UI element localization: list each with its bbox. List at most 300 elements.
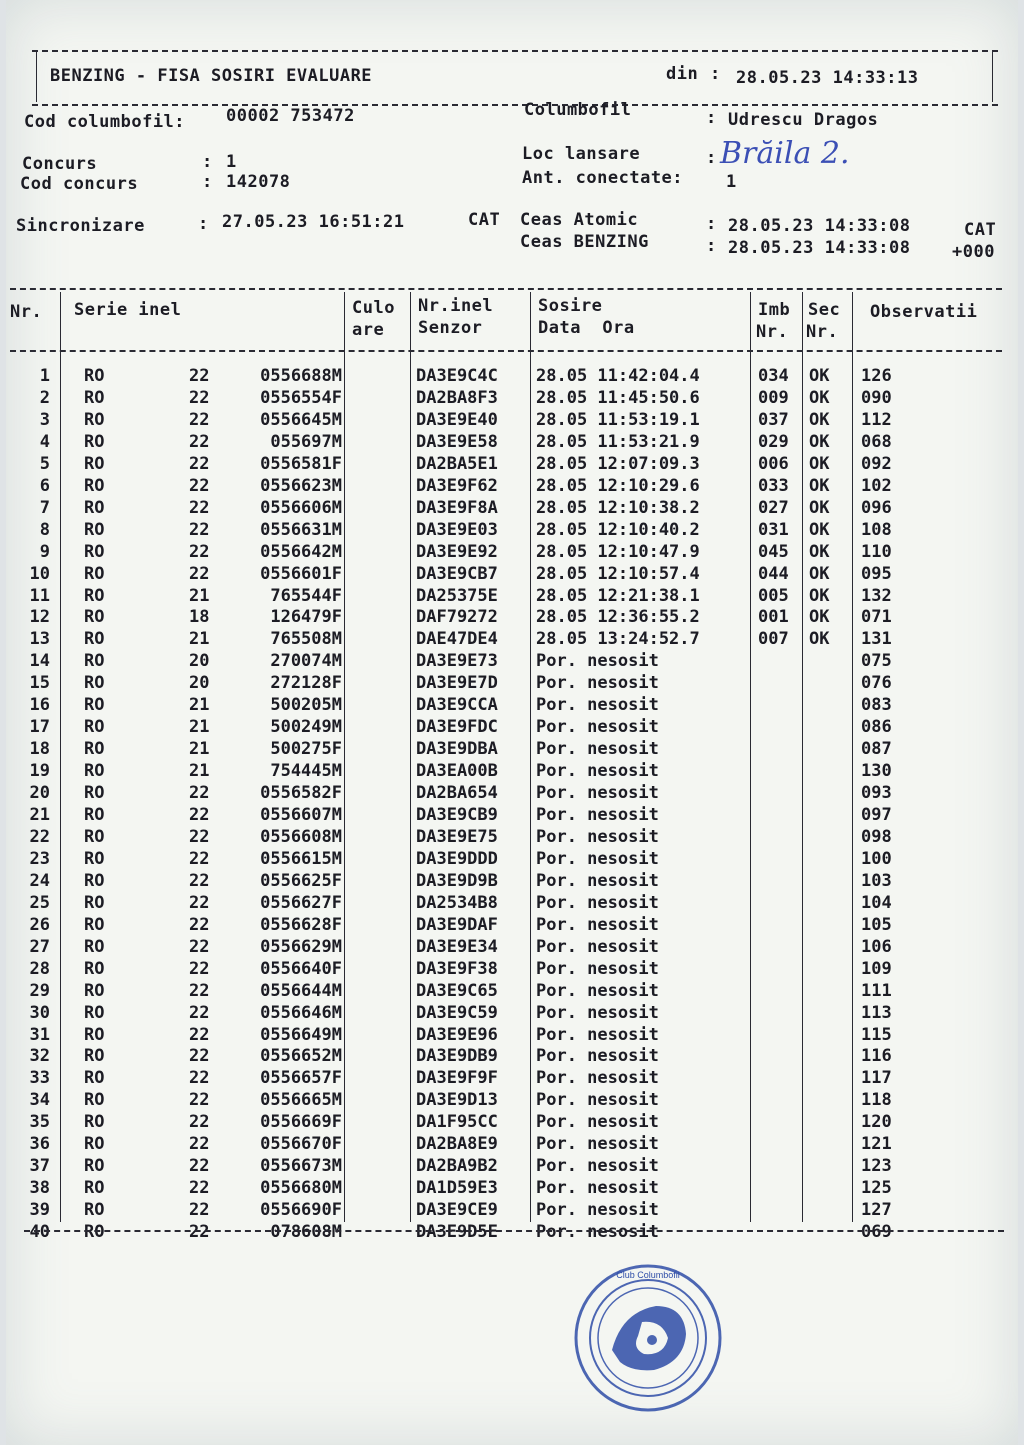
ceas-benzing-value: 28.05.23 14:33:08 xyxy=(728,238,911,258)
row-year: 22 xyxy=(189,914,210,935)
row-nr: 26 xyxy=(29,914,50,935)
row-ring-number: 0556669F xyxy=(260,1112,342,1133)
row-imb-nr: 029 xyxy=(758,431,789,452)
row-country: RO xyxy=(84,980,105,1001)
row-sensor-id: DA2BA5E1 xyxy=(416,453,498,474)
row-arrival: Por. nesosit xyxy=(536,1024,659,1045)
table-row xyxy=(6,959,1018,981)
row-sensor-id: DA3E9F38 xyxy=(416,958,498,979)
row-arrival: 28.05 12:10:29.6 xyxy=(536,475,700,496)
row-ring-number: 0556673M xyxy=(260,1156,342,1177)
row-year: 20 xyxy=(189,651,210,672)
row-country: RO xyxy=(84,1222,105,1243)
row-sensor-id: DAE47DE4 xyxy=(416,629,498,650)
row-observatii: 111 xyxy=(861,980,892,1001)
row-nr: 30 xyxy=(29,1002,50,1023)
row-country: RO xyxy=(84,541,105,562)
row-country: RO xyxy=(84,1178,105,1199)
row-imb-nr: 007 xyxy=(758,629,789,650)
row-year: 22 xyxy=(189,892,210,913)
table-row xyxy=(6,739,1018,761)
row-nr: 12 xyxy=(29,607,50,628)
row-nr: 19 xyxy=(29,761,50,782)
row-sec-status: OK xyxy=(809,475,830,496)
table-top-border xyxy=(10,288,1002,290)
row-arrival: 28.05 11:42:04.4 xyxy=(536,366,700,386)
row-ring-number: 055697M xyxy=(270,431,342,452)
row-year: 22 xyxy=(189,387,210,408)
row-ring-number: 0556615M xyxy=(260,848,342,869)
row-observatii: 115 xyxy=(861,1024,892,1045)
row-sensor-id: DA2BA8F3 xyxy=(416,387,498,408)
table-row xyxy=(6,1112,1018,1134)
row-country: RO xyxy=(84,651,105,672)
row-sensor-id: DA3E9F8A xyxy=(416,497,498,518)
row-nr: 27 xyxy=(29,936,50,957)
row-ring-number: 0556688M xyxy=(260,366,342,386)
row-sensor-id: DA3E9E03 xyxy=(416,519,498,540)
row-arrival: Por. nesosit xyxy=(536,870,659,891)
row-country: RO xyxy=(84,1134,105,1155)
row-sensor-id: DA3E9DBA xyxy=(416,739,498,760)
row-observatii: 121 xyxy=(861,1134,892,1155)
row-year: 21 xyxy=(189,739,210,760)
row-country: RO xyxy=(84,695,105,716)
row-sensor-id: DA3E9DB9 xyxy=(416,1046,498,1067)
row-nr: 34 xyxy=(29,1090,50,1111)
row-sensor-id: DAF79272 xyxy=(416,607,498,628)
row-year: 22 xyxy=(189,519,210,540)
row-country: RO xyxy=(84,431,105,452)
row-sec-status: OK xyxy=(809,519,830,540)
row-country: RO xyxy=(84,1112,105,1133)
row-country: RO xyxy=(84,761,105,782)
row-observatii: 102 xyxy=(861,475,892,496)
table-row xyxy=(6,1156,1018,1178)
row-arrival: Por. nesosit xyxy=(536,1046,659,1067)
row-country: RO xyxy=(84,673,105,694)
row-country: RO xyxy=(84,1024,105,1045)
row-ring-number: 0556582F xyxy=(260,783,342,804)
row-nr: 21 xyxy=(29,805,50,825)
row-observatii: 090 xyxy=(861,387,892,408)
row-ring-number: 0556642M xyxy=(260,541,342,562)
row-sensor-id: DA3E9C65 xyxy=(416,980,498,1001)
row-ring-number: 0556623M xyxy=(260,475,342,496)
row-ring-number: 0556554F xyxy=(260,387,342,408)
row-arrival: 28.05 11:45:50.6 xyxy=(536,387,700,408)
row-arrival: Por. nesosit xyxy=(536,936,659,957)
col-culoare-header-1: Culo xyxy=(352,298,395,318)
row-sensor-id: DA3E9E96 xyxy=(416,1024,498,1045)
row-year: 22 xyxy=(189,1024,210,1045)
row-country: RO xyxy=(84,848,105,869)
row-nr: 40 xyxy=(29,1222,50,1243)
row-ring-number: 754445M xyxy=(270,761,342,782)
loc-lansare-handwritten: Brăila 2. xyxy=(720,136,850,171)
row-imb-nr: 034 xyxy=(758,366,789,386)
table-row xyxy=(6,1068,1018,1090)
row-nr: 28 xyxy=(29,958,50,979)
table-row xyxy=(6,761,1018,783)
row-nr: 9 xyxy=(39,541,50,562)
row-observatii: 098 xyxy=(861,826,892,847)
row-sensor-id: DA3E9E7D xyxy=(416,673,498,694)
row-year: 22 xyxy=(189,826,210,847)
row-observatii: 075 xyxy=(861,651,892,672)
sincronizare-tz: CAT xyxy=(468,210,501,230)
row-ring-number: 0556649M xyxy=(260,1024,342,1045)
row-observatii: 112 xyxy=(861,409,892,430)
row-year: 22 xyxy=(189,409,210,430)
row-observatii: 086 xyxy=(861,717,892,738)
row-observatii: 105 xyxy=(861,914,892,935)
col-nrinel-header-2: Senzor xyxy=(418,318,483,338)
row-country: RO xyxy=(84,497,105,518)
row-arrival: Por. nesosit xyxy=(536,761,659,782)
row-ring-number: 0556631M xyxy=(260,519,342,540)
table-row xyxy=(6,410,1018,432)
row-ring-number: 0556627F xyxy=(260,892,342,913)
row-imb-nr: 001 xyxy=(758,607,789,628)
col-culoare-header-2: are xyxy=(352,320,385,340)
row-ring-number: 0556581F xyxy=(260,453,342,474)
row-sec-status: OK xyxy=(809,629,830,650)
row-nr: 23 xyxy=(29,848,50,869)
row-sec-status: OK xyxy=(809,497,830,518)
row-sensor-id: DA3E9D13 xyxy=(416,1090,498,1111)
row-year: 22 xyxy=(189,1090,210,1111)
row-arrival: Por. nesosit xyxy=(536,1156,659,1177)
row-arrival: Por. nesosit xyxy=(536,1178,659,1199)
header-bottom-border xyxy=(32,104,998,106)
table-row xyxy=(6,454,1018,476)
row-year: 22 xyxy=(189,541,210,562)
row-ring-number: 0556628F xyxy=(260,914,342,935)
row-ring-number: 0556606M xyxy=(260,497,342,518)
row-nr: 25 xyxy=(29,892,50,913)
row-country: RO xyxy=(84,717,105,738)
row-ring-number: 078608M xyxy=(270,1222,342,1243)
row-nr: 5 xyxy=(39,453,50,474)
row-sensor-id: DA3EA00B xyxy=(416,761,498,782)
row-observatii: 123 xyxy=(861,1156,892,1177)
col-imb-header-2: Nr. xyxy=(756,322,789,342)
row-observatii: 096 xyxy=(861,497,892,518)
row-observatii: 097 xyxy=(861,805,892,825)
row-arrival: 28.05 11:53:21.9 xyxy=(536,431,700,452)
table-bottom-border xyxy=(24,1230,1004,1232)
row-year: 22 xyxy=(189,936,210,957)
row-nr: 8 xyxy=(39,519,50,540)
table-row xyxy=(6,1200,1018,1222)
row-imb-nr: 006 xyxy=(758,453,789,474)
table-row xyxy=(6,542,1018,564)
concurs-value: 1 xyxy=(226,152,237,172)
row-year: 22 xyxy=(189,1156,210,1177)
row-arrival: Por. nesosit xyxy=(536,1200,659,1221)
table-row xyxy=(6,849,1018,871)
header-right-border xyxy=(992,52,993,102)
header-top-border xyxy=(32,50,998,52)
ceas-atomic-tz: CAT xyxy=(964,220,997,240)
row-sec-status: OK xyxy=(809,607,830,628)
row-sensor-id: DA3E9CE9 xyxy=(416,1200,498,1221)
row-year: 21 xyxy=(189,695,210,716)
row-sensor-id: DA3E9CB9 xyxy=(416,805,498,825)
row-sensor-id: DA3E9E73 xyxy=(416,651,498,672)
sheet-title: BENZING - FISA SOSIRI EVALUARE xyxy=(50,66,373,86)
row-year: 22 xyxy=(189,1134,210,1155)
row-arrival: 28.05 12:07:09.3 xyxy=(536,453,700,474)
row-observatii: 118 xyxy=(861,1090,892,1111)
row-country: RO xyxy=(84,1002,105,1023)
table-header-divider xyxy=(10,350,1002,352)
row-observatii: 110 xyxy=(861,541,892,562)
row-ring-number: 0556645M xyxy=(260,409,342,430)
row-observatii: 130 xyxy=(861,761,892,782)
table-row xyxy=(6,893,1018,915)
row-nr: 3 xyxy=(39,409,50,430)
table-row xyxy=(6,586,1018,608)
row-country: RO xyxy=(84,958,105,979)
row-nr: 36 xyxy=(29,1134,50,1155)
header-left-border xyxy=(36,52,37,102)
row-arrival: 28.05 13:24:52.7 xyxy=(536,629,700,650)
row-ring-number: 270074M xyxy=(270,651,342,672)
row-nr: 37 xyxy=(29,1156,50,1177)
row-ring-number: 0556680M xyxy=(260,1178,342,1199)
row-sensor-id: DA3E9FDC xyxy=(416,717,498,738)
row-sensor-id: DA3E9DAF xyxy=(416,914,498,935)
row-country: RO xyxy=(84,1156,105,1177)
row-country: RO xyxy=(84,892,105,913)
row-ring-number: 0556690F xyxy=(260,1200,342,1221)
table-row xyxy=(6,915,1018,937)
row-sensor-id: DA1F95CC xyxy=(416,1112,498,1133)
row-country: RO xyxy=(84,607,105,628)
row-arrival: Por. nesosit xyxy=(536,892,659,913)
row-ring-number: 765544F xyxy=(270,585,342,606)
row-arrival: Por. nesosit xyxy=(536,958,659,979)
table-row xyxy=(6,1046,1018,1068)
row-year: 22 xyxy=(189,783,210,804)
row-country: RO xyxy=(84,563,105,584)
table-row xyxy=(6,783,1018,805)
row-observatii: 117 xyxy=(861,1068,892,1089)
row-ring-number: 765508M xyxy=(270,629,342,650)
ceas-benzing-label: Ceas BENZING xyxy=(520,232,649,252)
row-arrival: Por. nesosit xyxy=(536,1068,659,1089)
row-nr: 10 xyxy=(29,563,50,584)
row-observatii: 095 xyxy=(861,563,892,584)
row-country: RO xyxy=(84,1068,105,1089)
row-imb-nr: 031 xyxy=(758,519,789,540)
row-country: RO xyxy=(84,475,105,496)
row-arrival: 28.05 12:21:38.1 xyxy=(536,585,700,606)
row-sensor-id: DA3E9C4C xyxy=(416,366,498,386)
row-observatii: 093 xyxy=(861,783,892,804)
row-sensor-id: DA3E9C59 xyxy=(416,1002,498,1023)
row-imb-nr: 045 xyxy=(758,541,789,562)
row-sec-status: OK xyxy=(809,366,830,386)
col-sec-header-1: Sec xyxy=(808,300,841,320)
row-year: 22 xyxy=(189,848,210,869)
row-year: 20 xyxy=(189,673,210,694)
row-country: RO xyxy=(84,914,105,935)
row-sec-status: OK xyxy=(809,431,830,452)
row-observatii: 103 xyxy=(861,870,892,891)
row-arrival: 28.05 12:10:57.4 xyxy=(536,563,700,584)
pigeon-club-stamp-icon xyxy=(572,1262,724,1414)
row-sec-status: OK xyxy=(809,409,830,430)
ant-conectate-label: Ant. conectate: xyxy=(522,168,684,188)
row-observatii: 131 xyxy=(861,629,892,650)
table-row xyxy=(6,388,1018,410)
col-observatii-header: Observatii xyxy=(870,302,978,322)
table-row xyxy=(6,805,1018,827)
row-nr: 32 xyxy=(29,1046,50,1067)
row-nr: 14 xyxy=(29,651,50,672)
row-sensor-id: DA1D59E3 xyxy=(416,1178,498,1199)
table-row xyxy=(6,629,1018,651)
row-sensor-id: DA2BA8E9 xyxy=(416,1134,498,1155)
ant-conectate-value: 1 xyxy=(726,172,737,192)
row-nr: 33 xyxy=(29,1068,50,1089)
table-row xyxy=(6,871,1018,893)
row-nr: 24 xyxy=(29,870,50,891)
row-sensor-id: DA3E9E75 xyxy=(416,826,498,847)
row-sensor-id: DA3E9CCA xyxy=(416,695,498,716)
row-year: 22 xyxy=(189,366,210,386)
row-arrival: Por. nesosit xyxy=(536,1002,659,1023)
row-year: 21 xyxy=(189,717,210,738)
row-arrival: Por. nesosit xyxy=(536,1090,659,1111)
row-country: RO xyxy=(84,826,105,847)
row-country: RO xyxy=(84,1046,105,1067)
row-year: 22 xyxy=(189,980,210,1001)
stamp-text: Club Columbofil xyxy=(616,1270,680,1280)
row-nr: 38 xyxy=(29,1178,50,1199)
row-observatii: 127 xyxy=(861,1200,892,1221)
concurs-label: Concurs xyxy=(22,154,98,174)
columbofil-value: Udrescu Dragos xyxy=(728,110,879,130)
row-country: RO xyxy=(84,409,105,430)
row-country: RO xyxy=(84,519,105,540)
row-year: 21 xyxy=(189,629,210,650)
din-label: din xyxy=(666,64,699,84)
ceas-atomic-label: Ceas Atomic xyxy=(520,210,639,230)
evaluation-sheet: BENZING - FISA SOSIRI EVALUARE din : 28.05.23 14:33:13 Cod columbofil: 00002 753472 Columbofil : Udrescu Dragos Concurs : 1 Cod concurs : 142078 Loc lansare : Brăila 2. Ant. conectate: 1 Sincronizare : 27.05.23 16:51:21 CAT Ceas Atomic : 28.05.23 14:33:08 CAT Ceas BENZING : 28.05.23 14:33:08 +000 Nr. Serie inel Culo are Nr.inel Senzor Sosire Data Ora Imb Nr. Sec Nr. Observatii 1 RO 22 0556688M DA3E9C4C 28.05 11:42:04.4 034 OK 126 2 RO 22 0556554F DA2BA8F3 28.05 11:45:50.6 009 OK 090 3 RO 22 0556645M DA3E9E40 28.05 11:53:19.1 037 OK 112 4 RO 22 055697M DA3E9E58 28.05 11:53:21.9 029 OK 068 5 RO 22 0556581F DA2BA5E1 28.05 12:07:09.3 006 OK 092 6 RO 22 0556623M DA3E9F62 28.05 12:10:29.6 033 OK 102 7 RO 22 0556606M DA3E9F8A 28.05 12:10:38.2 027 OK 096 8 RO 22 0556631M DA3E9E03 28.05 12:10:40.2 031 OK 108 9 RO 22 0556642M DA3E9E92 28.05 12:10:47.9 045 OK 110 10 RO 22 0556601F DA3E9CB7 28.05 12:10:57.4 044 OK 095 11 RO 21 765544F DA25375E 28.05 12:21:38.1 005 OK 132 12 RO 18 126479F DAF79272 28.05 12:36:55.2 001 OK 071 13 RO 21 765508M DAE47DE4 28.05 13:24:52.7 007 OK 131 14 RO 20 270074M DA3E9E73 Por. nesosit 075 15 RO 20 272128F DA3E9E7D Por. nesosit 076 16 RO 21 500205M DA3E9CCA Por. nesosit 083 17 RO 21 500249M DA3E9FDC Por. nesosit 086 18 RO 21 500275F DA3E9DBA Por. nesosit 087 19 RO 21 754445M DA3EA00B Por. nesosit 130 20 RO 22 0556582F DA2BA654 Por. nesosit 093 21 RO 22 0556607M DA3E9CB9 Por. nesosit 097 22 RO 22 0556608M DA3E9E75 Por. nesosit 098 23 RO 22 0556615M DA3E9DDD Por. nesosit 100 24 RO 22 0556625F DA3E9D9B Por. nesosit 103 25 RO 22 0556627F DA2534B8 Por. nesosit 104 26 RO 22 0556628F DA3E9DAF Por. nesosit 105 27 RO 22 0556629M DA3E9E34 Por. nesosit 106 28 RO 22 0556640F DA3E9F38 Por. nesosit 109 29 RO 22 0556644M DA3E9C65 Por. nesosit 111 30 RO 22 0556646M DA3E9C59 Por. nesosit 113 31 RO 22 0556649M DA3E9E96 Por. nesosit 115 32 RO 22 0556652M DA3E9DB9 Por. nesosit 116 33 RO 22 0556657F DA3E9F9F Por. nesosit 117 34 RO 22 0556665M DA3E9D13 Por. nesosit 118 35 RO 22 0556669F DA1F95CC Por. nesosit 120 36 RO 22 0556670F DA2BA8E9 Por. nesosit 121 37 RO 22 0556673M DA2BA9B2 Por. nesosit 123 38 RO 22 0556680M DA1D59E3 Por. nesosit 125 39 RO 22 0556690F DA3E9CE9 Por. nesosit 127 40 RO 22 078608M DA3E9D5E Por. nesosit 069 Club Columbofil xyxy=(6,0,1018,1445)
table-row xyxy=(6,827,1018,849)
row-year: 22 xyxy=(189,475,210,496)
row-arrival: 28.05 11:53:19.1 xyxy=(536,409,700,430)
row-year: 22 xyxy=(189,1200,210,1221)
row-arrival: Por. nesosit xyxy=(536,826,659,847)
row-imb-nr: 009 xyxy=(758,387,789,408)
row-year: 22 xyxy=(189,563,210,584)
table-row xyxy=(6,498,1018,520)
row-nr: 20 xyxy=(29,783,50,804)
table-row xyxy=(6,476,1018,498)
cod-concurs-value: 142078 xyxy=(226,172,291,192)
row-nr: 1 xyxy=(39,366,50,386)
row-country: RO xyxy=(84,783,105,804)
row-sensor-id: DA2534B8 xyxy=(416,892,498,913)
row-year: 22 xyxy=(189,1068,210,1089)
table-row xyxy=(6,1025,1018,1047)
row-observatii: 087 xyxy=(861,739,892,760)
row-arrival: Por. nesosit xyxy=(536,848,659,869)
columbofil-label: Columbofil xyxy=(524,100,632,120)
row-year: 22 xyxy=(189,431,210,452)
row-arrival: 28.05 12:10:47.9 xyxy=(536,541,700,562)
row-year: 22 xyxy=(189,1178,210,1199)
col-imb-header-1: Imb xyxy=(758,300,791,320)
row-year: 22 xyxy=(189,805,210,825)
row-observatii: 100 xyxy=(861,848,892,869)
row-observatii: 120 xyxy=(861,1112,892,1133)
table-row xyxy=(6,937,1018,959)
row-observatii: 116 xyxy=(861,1046,892,1067)
table-row xyxy=(6,1003,1018,1025)
row-nr: 7 xyxy=(39,497,50,518)
row-arrival: Por. nesosit xyxy=(536,1222,659,1243)
row-arrival: Por. nesosit xyxy=(536,695,659,716)
row-year: 22 xyxy=(189,1222,210,1243)
table-row xyxy=(6,651,1018,673)
row-sensor-id: DA3E9D5E xyxy=(416,1222,498,1243)
row-imb-nr: 005 xyxy=(758,585,789,606)
col-nrinel-header-1: Nr.inel xyxy=(418,296,494,316)
row-nr: 39 xyxy=(29,1200,50,1221)
row-arrival: Por. nesosit xyxy=(536,805,659,825)
row-country: RO xyxy=(84,1090,105,1111)
row-ring-number: 0556629M xyxy=(260,936,342,957)
row-sensor-id: DA3E9E40 xyxy=(416,409,498,430)
col-sosire-header-2: Data Ora xyxy=(538,318,635,338)
row-ring-number: 0556625F xyxy=(260,870,342,891)
col-sosire-header-1: Sosire xyxy=(538,296,603,316)
row-year: 22 xyxy=(189,1112,210,1133)
row-country: RO xyxy=(84,629,105,650)
row-sensor-id: DA2BA9B2 xyxy=(416,1156,498,1177)
row-country: RO xyxy=(84,453,105,474)
row-imb-nr: 037 xyxy=(758,409,789,430)
row-year: 21 xyxy=(189,585,210,606)
row-country: RO xyxy=(84,366,105,386)
row-country: RO xyxy=(84,585,105,606)
row-nr: 17 xyxy=(29,717,50,738)
table-row xyxy=(6,366,1018,388)
row-observatii: 069 xyxy=(861,1222,892,1243)
row-country: RO xyxy=(84,805,105,825)
row-observatii: 132 xyxy=(861,585,892,606)
din-value: 28.05.23 14:33:13 xyxy=(736,68,919,88)
table-row xyxy=(6,1222,1018,1244)
table-row xyxy=(6,981,1018,1003)
row-arrival: Por. nesosit xyxy=(536,783,659,804)
row-arrival: Por. nesosit xyxy=(536,1112,659,1133)
row-observatii: 113 xyxy=(861,1002,892,1023)
table-row xyxy=(6,717,1018,739)
row-year: 18 xyxy=(189,607,210,628)
row-observatii: 071 xyxy=(861,607,892,628)
row-year: 22 xyxy=(189,497,210,518)
row-observatii: 109 xyxy=(861,958,892,979)
row-nr: 2 xyxy=(39,387,50,408)
row-country: RO xyxy=(84,739,105,760)
